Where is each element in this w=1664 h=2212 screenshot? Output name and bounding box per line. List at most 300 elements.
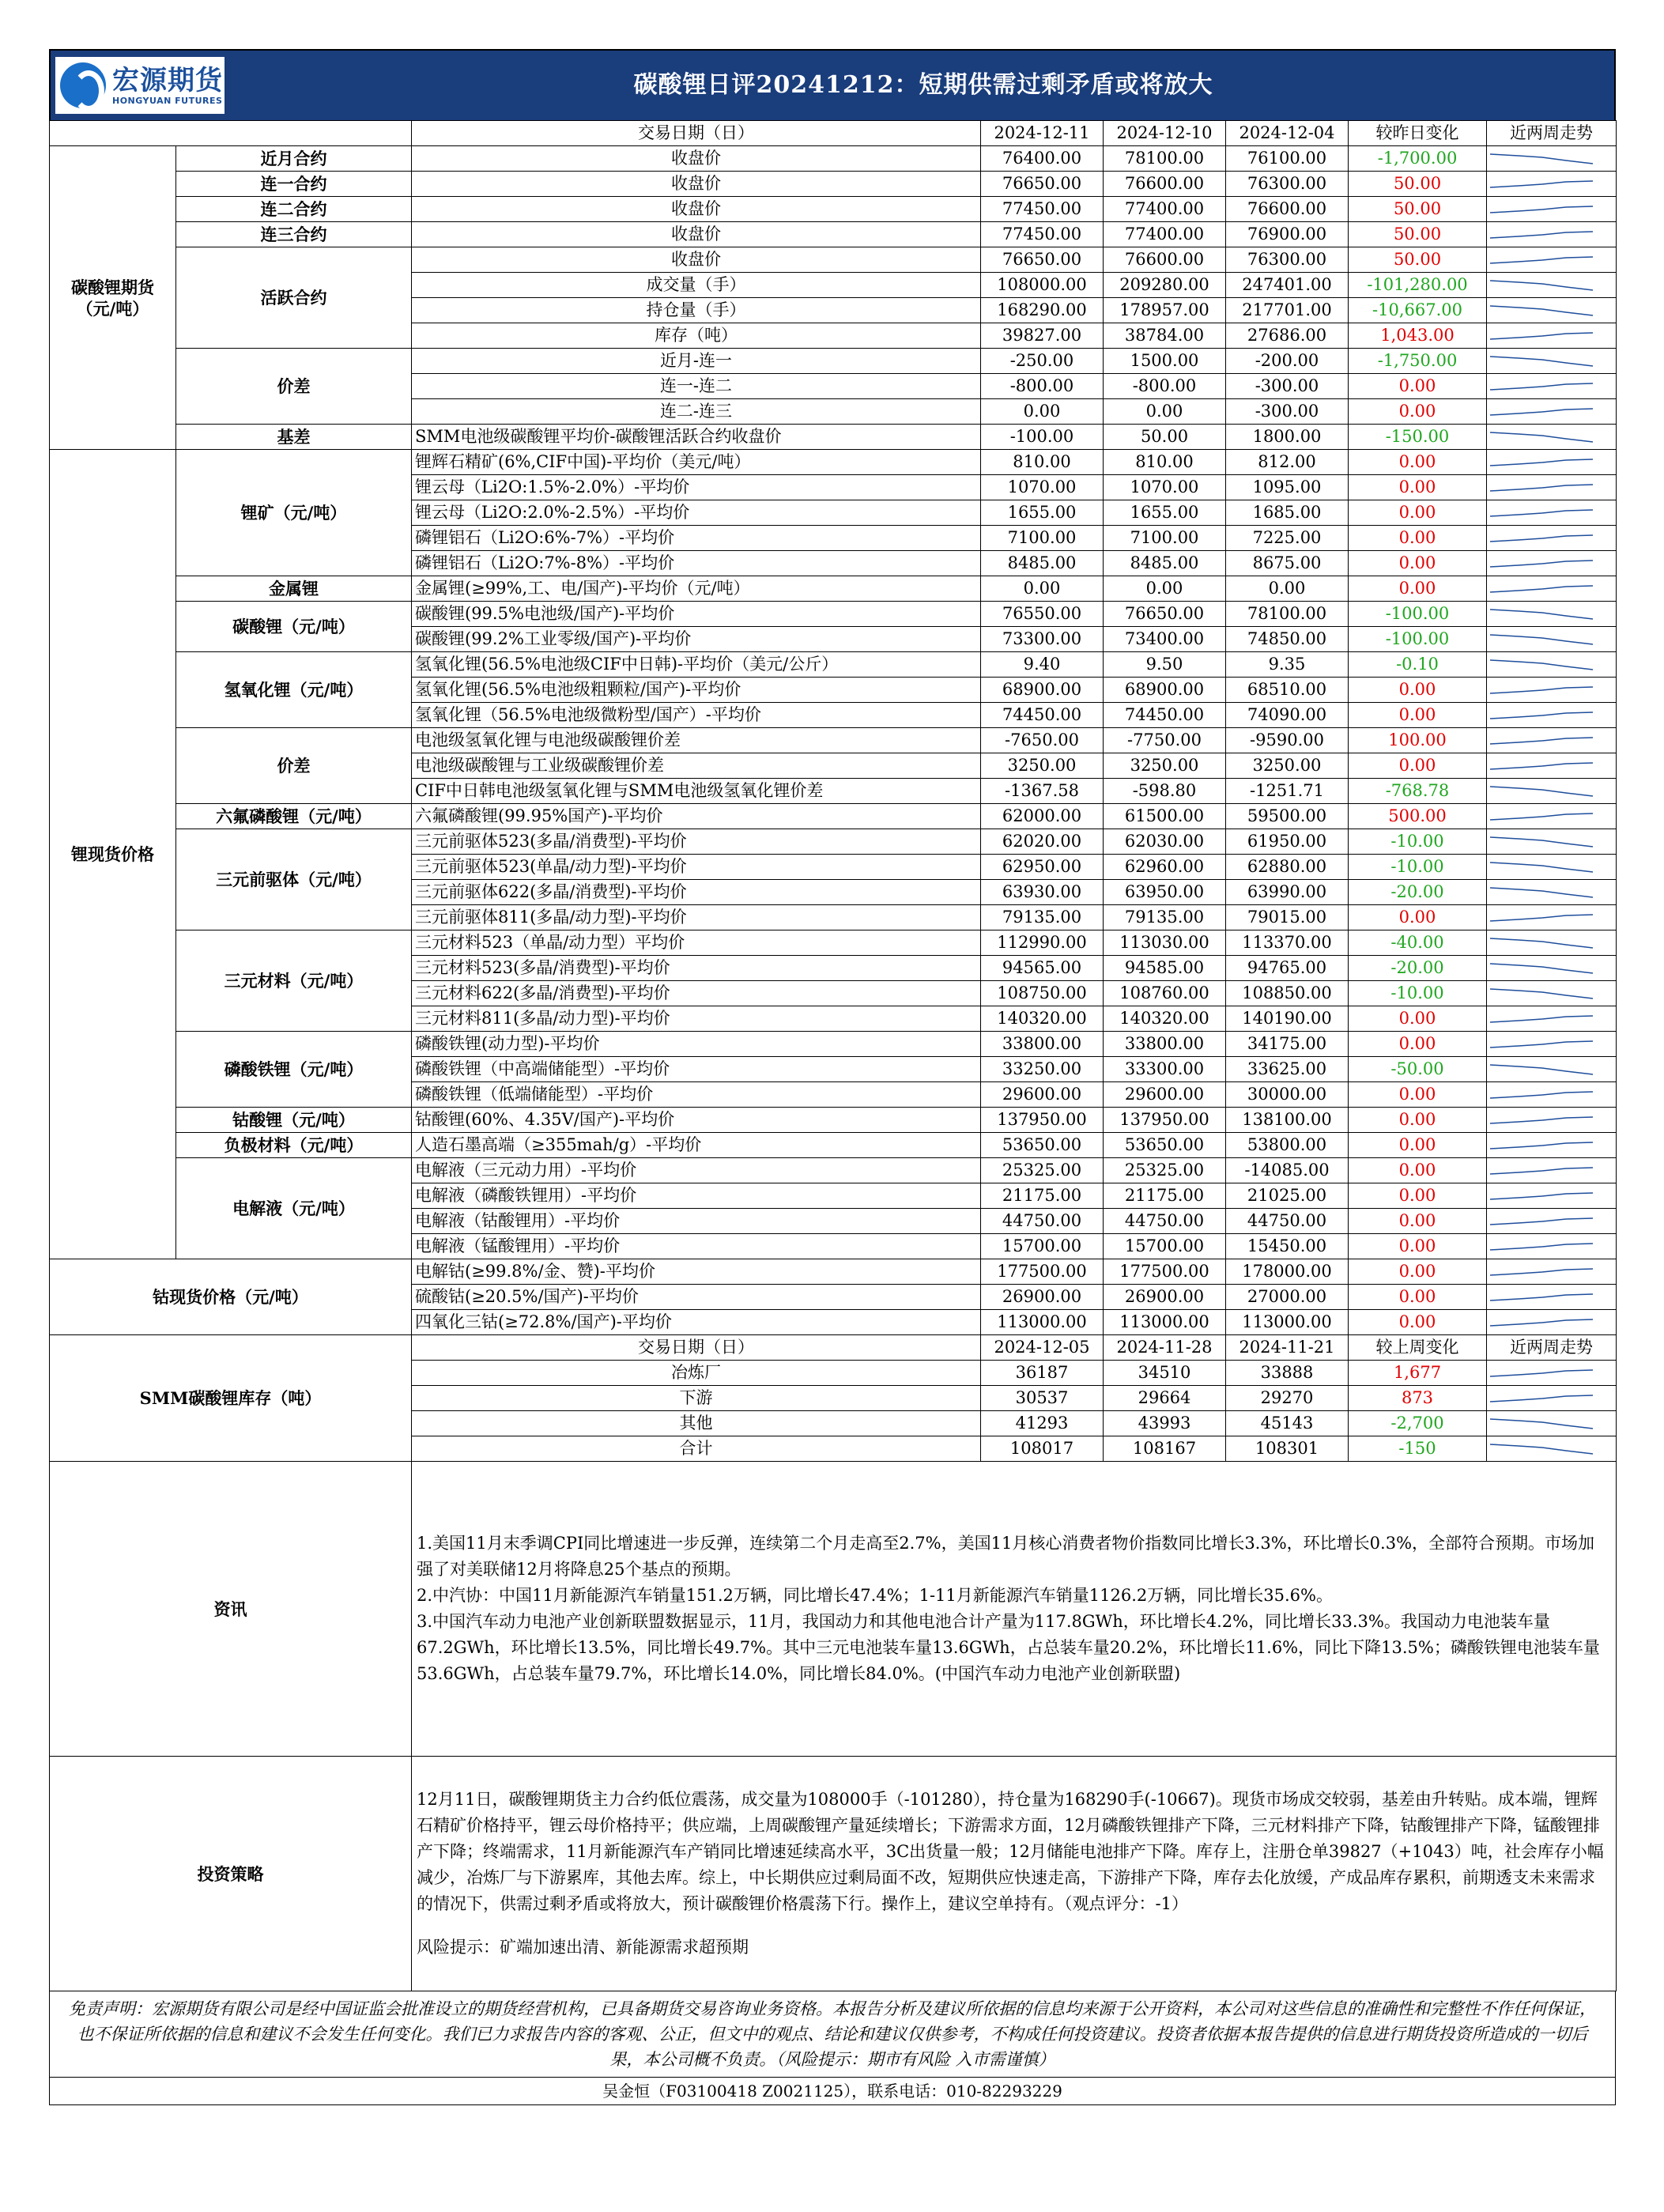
item-label: 三元材料811(多晶/动力型)-平均价 — [412, 1006, 981, 1032]
value-cell: 76600.00 — [1104, 247, 1226, 273]
change-cell: 0.00 — [1349, 1259, 1487, 1285]
change-cell: 0.00 — [1349, 1082, 1487, 1108]
column-header: 2024-12-10 — [1104, 121, 1226, 146]
change-cell: 0.00 — [1349, 1285, 1487, 1310]
sparkline — [1487, 1185, 1596, 1207]
value-cell: 62950.00 — [981, 855, 1104, 880]
trend-sparkline — [1487, 1108, 1617, 1133]
value-cell: 1800.00 — [1226, 425, 1349, 450]
value-cell: 79135.00 — [1104, 905, 1226, 930]
trend-sparkline — [1487, 956, 1617, 981]
trend-sparkline — [1487, 172, 1617, 197]
trend-sparkline — [1487, 1234, 1617, 1259]
subgroup-label: 金属锂 — [176, 576, 412, 602]
trend-sparkline — [1487, 1006, 1617, 1032]
value-cell: 113370.00 — [1226, 930, 1349, 956]
value-cell: 61500.00 — [1104, 804, 1226, 829]
value-cell: 38784.00 — [1104, 323, 1226, 349]
change-cell: 0.00 — [1349, 1310, 1487, 1335]
value-cell: 74450.00 — [981, 703, 1104, 728]
trend-sparkline — [1487, 1436, 1617, 1462]
sparkline — [1487, 173, 1596, 195]
value-cell: 21175.00 — [1104, 1183, 1226, 1209]
trend-sparkline — [1487, 1158, 1617, 1183]
change-cell: -50.00 — [1349, 1057, 1487, 1082]
table-row — [50, 1032, 1617, 1057]
trend-sparkline — [1487, 222, 1617, 247]
change-cell: -101,280.00 — [1349, 273, 1487, 298]
value-cell: -1367.58 — [981, 779, 1104, 804]
item-label: 收盘价 — [412, 222, 981, 247]
value-cell: 1655.00 — [981, 500, 1104, 526]
item-label: 氢氧化锂（56.5%电池级微粉型/国产）-平均价 — [412, 703, 981, 728]
trend-sparkline — [1487, 1057, 1617, 1082]
change-cell: 0.00 — [1349, 1209, 1487, 1234]
sparkline — [1487, 654, 1596, 676]
subgroup-label: 连三合约 — [176, 222, 412, 247]
change-cell: 0.00 — [1349, 1108, 1487, 1133]
change-cell: 50.00 — [1349, 172, 1487, 197]
item-label: 四氧化三钴(≥72.8%/国产)-平均价 — [412, 1310, 981, 1335]
report-title: 碳酸锂日评20241212：短期供需过剩矛盾或将放大 — [633, 71, 1213, 99]
value-cell: 168290.00 — [981, 298, 1104, 323]
value-cell: 112990.00 — [981, 930, 1104, 956]
sparkline — [1487, 780, 1596, 802]
trend-sparkline — [1487, 829, 1617, 855]
value-cell: 79135.00 — [981, 905, 1104, 930]
change-cell: 50.00 — [1349, 197, 1487, 222]
report-page — [49, 49, 1616, 2105]
sparkline — [1487, 224, 1596, 246]
column-header: 近两周走势 — [1487, 121, 1617, 146]
sparkline — [1487, 1438, 1596, 1460]
item-label: 三元材料523（单晶/动力型）平均价 — [412, 930, 981, 956]
table-row — [50, 425, 1617, 450]
table-row — [50, 576, 1617, 602]
value-cell: 8485.00 — [1104, 551, 1226, 576]
sparkline — [1487, 1413, 1596, 1435]
value-cell: -800.00 — [1104, 374, 1226, 399]
strategy-text — [412, 1757, 1617, 1991]
value-cell: 73400.00 — [1104, 627, 1226, 652]
value-cell: 0.00 — [981, 576, 1104, 602]
sparkline — [1487, 1312, 1596, 1334]
item-label: 下游 — [412, 1386, 981, 1411]
value-cell: 3250.00 — [1226, 753, 1349, 779]
value-cell: 62880.00 — [1226, 855, 1349, 880]
value-cell: 36187 — [981, 1361, 1104, 1386]
table-row — [50, 728, 1617, 753]
value-cell: 33250.00 — [981, 1057, 1104, 1082]
sparkline — [1487, 983, 1596, 1005]
item-label: 三元材料622(多晶/消费型)-平均价 — [412, 981, 981, 1006]
change-cell: -100.00 — [1349, 627, 1487, 652]
value-cell: 108167 — [1104, 1436, 1226, 1462]
subgroup-label: 氢氧化锂（元/吨） — [176, 652, 412, 728]
change-cell: 0.00 — [1349, 1183, 1487, 1209]
table-row — [50, 804, 1617, 829]
item-label: 合计 — [412, 1436, 981, 1462]
value-cell: 29600.00 — [1104, 1082, 1226, 1108]
value-cell: 76900.00 — [1226, 222, 1349, 247]
item-label: 电解钴(≥99.8%/金、赞)-平均价 — [412, 1259, 981, 1285]
change-cell: 0.00 — [1349, 703, 1487, 728]
sparkline — [1487, 578, 1596, 600]
trend-sparkline — [1487, 146, 1617, 172]
value-cell: 9.50 — [1104, 652, 1226, 678]
item-label: 锂辉石精矿(6%,CIF中国)-平均价（美元/吨） — [412, 450, 981, 475]
change-cell: 0.00 — [1349, 1133, 1487, 1158]
value-cell: 41293 — [981, 1411, 1104, 1436]
value-cell: 0.00 — [1226, 576, 1349, 602]
trend-sparkline — [1487, 1133, 1617, 1158]
value-cell: 25325.00 — [981, 1158, 1104, 1183]
strategy-body: 12月11日，碳酸锂期货主力合约低位震荡，成交量为108000手（-101280），持仓量为168290手(-10667)。现货市场成交较弱，基差由升转贴。成本端，锂辉石精矿价格持平，锂云母价格持平；供应端，上周碳酸锂产量延续增长；下游需求方面，12月磷酸铁锂排产下降，三元材料排产下降，钴酸锂排产下降，锰酸锂排产下降；终端需求，11月新能源汽车产销同比增速延续高水平，3C出货量一般；12月储能电池排产下降。库存上，注册仓单39827（+1043）吨，社会库存小幅减少，冶炼厂与下游累库，其他去库。综上，中长期供应过剩局面不改，短期供应快速走高，下游排产下降，库存去化放缓，产成品库存累积，前期透支未来需求的情况下，供需过剩矛盾或将放大，预计碳酸锂价格震荡下行。操作上，建议空单持有。（观点评分：-1） — [417, 1790, 1604, 1913]
strategy-label: 投资策略 — [50, 1757, 412, 1991]
value-cell: 59500.00 — [1226, 804, 1349, 829]
value-cell: 94765.00 — [1226, 956, 1349, 981]
trend-sparkline — [1487, 374, 1617, 399]
value-cell: 0.00 — [981, 399, 1104, 425]
inventory-header-row — [50, 1335, 1617, 1361]
item-label: 电池级碳酸锂与工业级碳酸锂价差 — [412, 753, 981, 779]
sparkline — [1487, 679, 1596, 701]
value-cell: 1500.00 — [1104, 349, 1226, 374]
sparkline — [1487, 1387, 1596, 1410]
value-cell: 27000.00 — [1226, 1285, 1349, 1310]
news-label: 资讯 — [50, 1462, 412, 1757]
value-cell: 108017 — [981, 1436, 1104, 1462]
sparkline — [1487, 730, 1596, 752]
subgroup-label: 六氟磷酸锂（元/吨） — [176, 804, 412, 829]
subgroup-label: 磷酸铁锂（元/吨） — [176, 1032, 412, 1108]
value-cell: 44750.00 — [1226, 1209, 1349, 1234]
table-header-row — [50, 121, 1617, 146]
item-label: 三元前驱体523(多晶/消费型)-平均价 — [412, 829, 981, 855]
subgroup-label: 近月合约 — [176, 146, 412, 172]
item-label: 库存（吨） — [412, 323, 981, 349]
value-cell: 33300.00 — [1104, 1057, 1226, 1082]
trend-sparkline — [1487, 1310, 1617, 1335]
column-header: 2024-11-21 — [1226, 1335, 1349, 1361]
change-cell: -150.00 — [1349, 425, 1487, 450]
item-label: 钴酸锂(60%、4.35V/国产)-平均价 — [412, 1108, 981, 1133]
sparkline — [1487, 1059, 1596, 1081]
disclaimer: 免责声明：宏源期货有限公司是经中国证监会批准设立的期货经营机构，已具备期货交易咨询业务资格。本报告分析及建议所依据的信息均来源于公开资料，本公司对这些信息的准确性和完整性不作任何保证，也不保证所依据的信息和建议不会发生任何变化。我们已力求报告内容的客观、公正，但文中的观点、结论和建议仅供参考，不构成任何投资建议。投资者依据本报告提供的信息进行期货投资所造成的一切后果，本公司概不负责。（风险提示：期市有风险 入市需谨慎） — [49, 1991, 1616, 2078]
news-body: 1.美国11月末季调CPI同比增速进一步反弹，连续第二个月走高至2.7%，美国11月核心消费者物价指数同比增长3.3%，环比增长0.3%，全部符合预期。市场加强了对美联储12月将降息25个基点的预期。 2.中汽协：中国11月新能源汽车销量151.2万辆，同比增长47.4%；1-11月新能源汽车销量1126.2万辆，同比增长35.6%。 3.中国汽车动力电池产业创新联盟数据显示，11月，我国动力和其他电池合计产量为117.8GWh，环比增长4.2%，同比增长33.3%。我国动力电池装车量67.2GWh，环比增长13.5%，同比增长49.7%。其中三元电池装车量13.6GWh，占总装车量20.2%，环比增长11.6%，同比下降13.5%；磷酸铁锂电池装车量53.6GWh，占总装车量79.7%，环比增长14.0%，同比增长84.0%。(中国汽车动力电池产业创新联盟) — [417, 1534, 1600, 1683]
value-cell: 77450.00 — [981, 222, 1104, 247]
value-cell: 76650.00 — [981, 247, 1104, 273]
value-cell: 217701.00 — [1226, 298, 1349, 323]
subgroup-label: 价差 — [176, 728, 412, 804]
value-cell: 108301 — [1226, 1436, 1349, 1462]
value-cell: 68900.00 — [1104, 678, 1226, 703]
trend-sparkline — [1487, 930, 1617, 956]
item-label: 电解液（锰酸锂用）-平均价 — [412, 1234, 981, 1259]
value-cell: 113000.00 — [1104, 1310, 1226, 1335]
table-row — [50, 349, 1617, 374]
sparkline — [1487, 451, 1596, 474]
change-cell: -40.00 — [1349, 930, 1487, 956]
change-cell: 0.00 — [1349, 1234, 1487, 1259]
item-label: 磷酸铁锂（低端储能型）-平均价 — [412, 1082, 981, 1108]
change-cell: 0.00 — [1349, 678, 1487, 703]
value-cell: -200.00 — [1226, 349, 1349, 374]
value-cell: 1655.00 — [1104, 500, 1226, 526]
value-cell: 113030.00 — [1104, 930, 1226, 956]
group-label: 锂现货价格 — [50, 450, 176, 1259]
sparkline — [1487, 806, 1596, 828]
subgroup-label: 锂矿（元/吨） — [176, 450, 412, 576]
trend-sparkline — [1487, 652, 1617, 678]
trend-sparkline — [1487, 1285, 1617, 1310]
change-cell: 0.00 — [1349, 576, 1487, 602]
item-label: 冶炼厂 — [412, 1361, 981, 1386]
sparkline — [1487, 1160, 1596, 1182]
item-label: 电解液（三元动力用）-平均价 — [412, 1158, 981, 1183]
item-label: 收盘价 — [412, 146, 981, 172]
item-label: 人造石墨高端（≥355mah/g）-平均价 — [412, 1133, 981, 1158]
sparkline — [1487, 932, 1596, 954]
column-header: 近两周走势 — [1487, 1335, 1617, 1361]
value-cell: 33625.00 — [1226, 1057, 1349, 1082]
item-label: 电解液（钴酸锂用）-平均价 — [412, 1209, 981, 1234]
trend-sparkline — [1487, 1032, 1617, 1057]
value-cell: -800.00 — [981, 374, 1104, 399]
value-cell: -300.00 — [1226, 399, 1349, 425]
sparkline — [1487, 1134, 1596, 1157]
change-cell: -1,750.00 — [1349, 349, 1487, 374]
trend-sparkline — [1487, 905, 1617, 930]
table-row — [50, 652, 1617, 678]
logo-name: 宏源期货 — [112, 64, 223, 96]
value-cell: -598.80 — [1104, 779, 1226, 804]
change-cell: -10.00 — [1349, 829, 1487, 855]
trend-sparkline — [1487, 602, 1617, 627]
value-cell: 0.00 — [1104, 576, 1226, 602]
trend-sparkline — [1487, 475, 1617, 500]
sparkline — [1487, 1286, 1596, 1308]
value-cell: 34510 — [1104, 1361, 1226, 1386]
item-label: 收盘价 — [412, 172, 981, 197]
value-cell: 108760.00 — [1104, 981, 1226, 1006]
sparkline — [1487, 401, 1596, 423]
value-cell: 810.00 — [1104, 450, 1226, 475]
table-row — [50, 146, 1617, 172]
item-label: 三元前驱体523(单晶/动力型)-平均价 — [412, 855, 981, 880]
change-cell: -10,667.00 — [1349, 298, 1487, 323]
value-cell: 3250.00 — [981, 753, 1104, 779]
value-cell: 44750.00 — [981, 1209, 1104, 1234]
column-header: 2024-11-28 — [1104, 1335, 1226, 1361]
value-cell: 76650.00 — [1104, 602, 1226, 627]
column-header: 2024-12-11 — [981, 121, 1104, 146]
value-cell: 30000.00 — [1226, 1082, 1349, 1108]
trend-sparkline — [1487, 880, 1617, 905]
trend-sparkline — [1487, 1411, 1617, 1436]
item-label: 连一-连二 — [412, 374, 981, 399]
strategy-row — [50, 1757, 1617, 1991]
subgroup-label: 碳酸锂（元/吨） — [176, 602, 412, 652]
value-cell: 21175.00 — [981, 1183, 1104, 1209]
value-cell: 3250.00 — [1104, 753, 1226, 779]
value-cell: 15450.00 — [1226, 1234, 1349, 1259]
value-cell: 108750.00 — [981, 981, 1104, 1006]
item-label: SMM电池级碳酸锂平均价-碳酸锂活跃合约收盘价 — [412, 425, 981, 450]
value-cell: 68900.00 — [981, 678, 1104, 703]
table-row — [50, 602, 1617, 627]
change-cell: 873 — [1349, 1386, 1487, 1411]
value-cell: -7650.00 — [981, 728, 1104, 753]
value-cell: 94585.00 — [1104, 956, 1226, 981]
trend-sparkline — [1487, 1259, 1617, 1285]
value-cell: 810.00 — [981, 450, 1104, 475]
value-cell: 21025.00 — [1226, 1183, 1349, 1209]
trend-sparkline — [1487, 1082, 1617, 1108]
sparkline — [1487, 198, 1596, 221]
sparkline — [1487, 325, 1596, 347]
value-cell: 30537 — [981, 1386, 1104, 1411]
value-cell: 76300.00 — [1226, 247, 1349, 273]
value-cell: 39827.00 — [981, 323, 1104, 349]
item-label: 磷酸铁锂(动力型)-平均价 — [412, 1032, 981, 1057]
item-label: 连二-连三 — [412, 399, 981, 425]
trend-sparkline — [1487, 804, 1617, 829]
item-label: 碳酸锂(99.2%工业零级/国产)-平均价 — [412, 627, 981, 652]
subgroup-label: 三元材料（元/吨） — [176, 930, 412, 1032]
logo-name-en: HONGYUAN FUTURES — [112, 95, 223, 106]
subgroup-label: 活跃合约 — [176, 247, 412, 349]
trend-sparkline — [1487, 1361, 1617, 1386]
trend-sparkline — [1487, 425, 1617, 450]
value-cell: 140320.00 — [981, 1006, 1104, 1032]
value-cell: 8485.00 — [981, 551, 1104, 576]
change-cell: 50.00 — [1349, 222, 1487, 247]
value-cell: -250.00 — [981, 349, 1104, 374]
item-label: 锂云母（Li2O:2.0%-2.5%）-平均价 — [412, 500, 981, 526]
group-label: 钴现货价格（元/吨） — [50, 1259, 412, 1335]
value-cell: 1095.00 — [1226, 475, 1349, 500]
value-cell: 7225.00 — [1226, 526, 1349, 551]
item-label: 氢氧化锂(56.5%电池级粗颗粒/国产)-平均价 — [412, 678, 981, 703]
value-cell: 26900.00 — [981, 1285, 1104, 1310]
value-cell: 78100.00 — [1104, 146, 1226, 172]
blank-cell — [50, 121, 412, 146]
item-label: 电池级氢氧化锂与电池级碳酸锂价差 — [412, 728, 981, 753]
sparkline — [1487, 755, 1596, 777]
value-cell: 76650.00 — [981, 172, 1104, 197]
item-label: 三元前驱体811(多晶/动力型)-平均价 — [412, 905, 981, 930]
trend-sparkline — [1487, 728, 1617, 753]
value-cell: 74450.00 — [1104, 703, 1226, 728]
trend-sparkline — [1487, 551, 1617, 576]
change-cell: -20.00 — [1349, 880, 1487, 905]
trend-sparkline — [1487, 197, 1617, 222]
value-cell: -1251.71 — [1226, 779, 1349, 804]
value-cell: 26900.00 — [1104, 1285, 1226, 1310]
item-label: 碳酸锂(99.5%电池级/国产)-平均价 — [412, 602, 981, 627]
change-cell: -768.78 — [1349, 779, 1487, 804]
value-cell: 63950.00 — [1104, 880, 1226, 905]
value-cell: 79015.00 — [1226, 905, 1349, 930]
change-cell: 1,043.00 — [1349, 323, 1487, 349]
sparkline — [1487, 1033, 1596, 1055]
value-cell: 74850.00 — [1226, 627, 1349, 652]
value-cell: 29270 — [1226, 1386, 1349, 1411]
value-cell: -100.00 — [981, 425, 1104, 450]
item-label: 收盘价 — [412, 197, 981, 222]
value-cell: 137950.00 — [1104, 1108, 1226, 1133]
sparkline — [1487, 856, 1596, 878]
trend-sparkline — [1487, 349, 1617, 374]
value-cell: 62020.00 — [981, 829, 1104, 855]
trend-sparkline — [1487, 323, 1617, 349]
sparkline — [1487, 1362, 1596, 1384]
table-row — [50, 197, 1617, 222]
sparkline — [1487, 274, 1596, 296]
value-cell: 34175.00 — [1226, 1032, 1349, 1057]
table-row — [50, 1108, 1617, 1133]
change-cell: -1,700.00 — [1349, 146, 1487, 172]
item-label: 硫酸钴(≥20.5%/国产)-平均价 — [412, 1285, 981, 1310]
value-cell: 73300.00 — [981, 627, 1104, 652]
value-cell: 62960.00 — [1104, 855, 1226, 880]
table-row — [50, 1259, 1617, 1285]
value-cell: 9.35 — [1226, 652, 1349, 678]
sparkline — [1487, 350, 1596, 372]
company-logo — [55, 57, 225, 114]
column-header: 较上周变化 — [1349, 1335, 1487, 1361]
trend-sparkline — [1487, 526, 1617, 551]
value-cell: 137950.00 — [981, 1108, 1104, 1133]
value-cell: 78100.00 — [1226, 602, 1349, 627]
value-cell: 247401.00 — [1226, 273, 1349, 298]
change-cell: 100.00 — [1349, 728, 1487, 753]
logo-mark-icon — [60, 62, 106, 108]
column-header: 2024-12-05 — [981, 1335, 1104, 1361]
change-cell: 50.00 — [1349, 247, 1487, 273]
value-cell: 1070.00 — [1104, 475, 1226, 500]
change-cell: 0.00 — [1349, 1032, 1487, 1057]
sparkline — [1487, 603, 1596, 625]
sparkline — [1487, 300, 1596, 322]
subgroup-label: 钴酸锂（元/吨） — [176, 1108, 412, 1133]
change-cell: 0.00 — [1349, 1158, 1487, 1183]
item-label: 锂云母（Li2O:1.5%-2.0%）-平均价 — [412, 475, 981, 500]
sparkline — [1487, 831, 1596, 853]
trend-sparkline — [1487, 500, 1617, 526]
value-cell: 33888 — [1226, 1361, 1349, 1386]
value-cell: 77400.00 — [1104, 222, 1226, 247]
value-cell: 209280.00 — [1104, 273, 1226, 298]
value-cell: 50.00 — [1104, 425, 1226, 450]
change-cell: 0.00 — [1349, 399, 1487, 425]
change-cell: 0.00 — [1349, 450, 1487, 475]
value-cell: 108850.00 — [1226, 981, 1349, 1006]
column-header: 交易日期（日） — [412, 1335, 981, 1361]
inventory-label: SMM碳酸锂库存（吨） — [50, 1335, 412, 1462]
item-label: 六氟磷酸锂(99.95%国产)-平均价 — [412, 804, 981, 829]
value-cell: 178957.00 — [1104, 298, 1226, 323]
value-cell: 178000.00 — [1226, 1259, 1349, 1285]
value-cell: 0.00 — [1104, 399, 1226, 425]
subgroup-label: 电解液（元/吨） — [176, 1158, 412, 1259]
value-cell: -9590.00 — [1226, 728, 1349, 753]
value-cell: 8675.00 — [1226, 551, 1349, 576]
value-cell: 76300.00 — [1226, 172, 1349, 197]
value-cell: 27686.00 — [1226, 323, 1349, 349]
news-text — [412, 1462, 1617, 1757]
